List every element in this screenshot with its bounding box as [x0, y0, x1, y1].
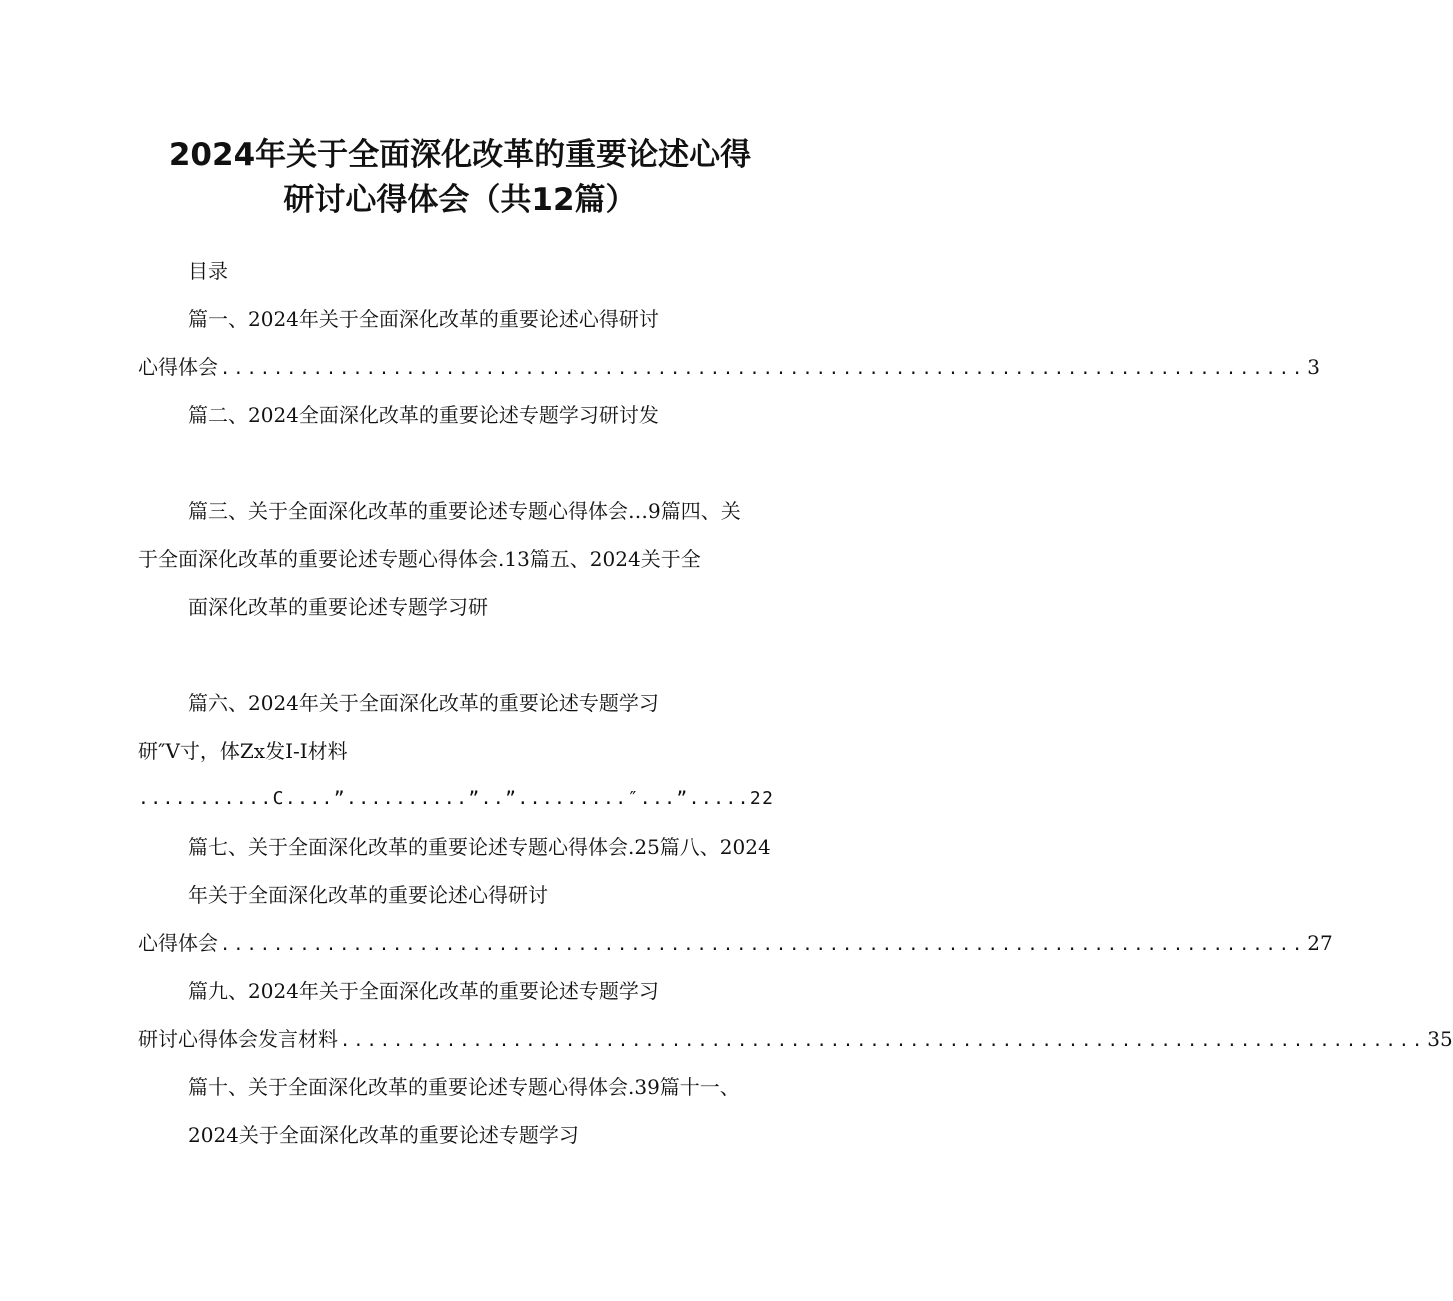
document-title-line-1: 2024年关于全面深化改革的重要论述心得: [168, 137, 752, 173]
toc-entry-3-line: 篇三、关于全面深化改革的重要论述专题心得体会…9篇四、关: [188, 499, 741, 523]
toc-entry-8-leader: [138, 929, 1333, 959]
document-title-line-2: 研讨心得体会（共12篇）: [283, 182, 637, 218]
toc-entry-1-page: 3: [1307, 355, 1320, 379]
toc-heading: 目录: [188, 259, 228, 283]
toc-entry-6-line-2: 研″V寸，体Zx发I-I材料: [138, 739, 348, 763]
toc-entry-5-line: 面深化改革的重要论述专题学习研: [188, 595, 488, 619]
toc-entry-8-line: 年关于全面深化改革的重要论述心得研讨: [188, 883, 548, 907]
toc-entry-9-page: 35: [1427, 1027, 1453, 1051]
toc-entry-9-text: 研讨心得体会发言材料: [138, 1027, 338, 1051]
toc-entry-1-text: 心得体会: [138, 355, 218, 379]
toc-entry-1-leader: [138, 353, 1320, 383]
toc-entry-2-line: 篇二、2024全面深化改革的重要论述专题学习研讨发: [188, 403, 659, 427]
toc-entry-10-line: 篇十、关于全面深化改革的重要论述专题心得体会.39篇十一、: [188, 1075, 740, 1099]
dot-leader: ..................................................................................: [220, 935, 1306, 955]
toc-entry-4-line: 于全面深化改革的重要论述专题心得体会.13篇五、2024关于全: [138, 547, 701, 571]
toc-entry-6-leader: ...........C....”..........”..”.........″...”.....22: [138, 788, 775, 809]
toc-entry-1-line: 篇一、2024年关于全面深化改革的重要论述心得研讨: [188, 307, 659, 331]
toc-entry-7-line: 篇七、关于全面深化改革的重要论述专题心得体会.25篇八、2024: [188, 835, 771, 859]
dot-leader: ..................................................................................: [340, 1031, 1426, 1051]
toc-entry-8-text: 心得体会: [138, 931, 218, 955]
toc-entry-8-page: 27: [1307, 931, 1333, 955]
toc-entry-11-line: 2024关于全面深化改革的重要论述专题学习: [188, 1123, 579, 1147]
toc-entry-6-line: 篇六、2024年关于全面深化改革的重要论述专题学习: [188, 691, 659, 715]
toc-entry-9-leader: [138, 1025, 1453, 1055]
dot-leader: ..................................................................................: [220, 359, 1306, 379]
toc-entry-9-line: 篇九、2024年关于全面深化改革的重要论述专题学习: [188, 979, 659, 1003]
